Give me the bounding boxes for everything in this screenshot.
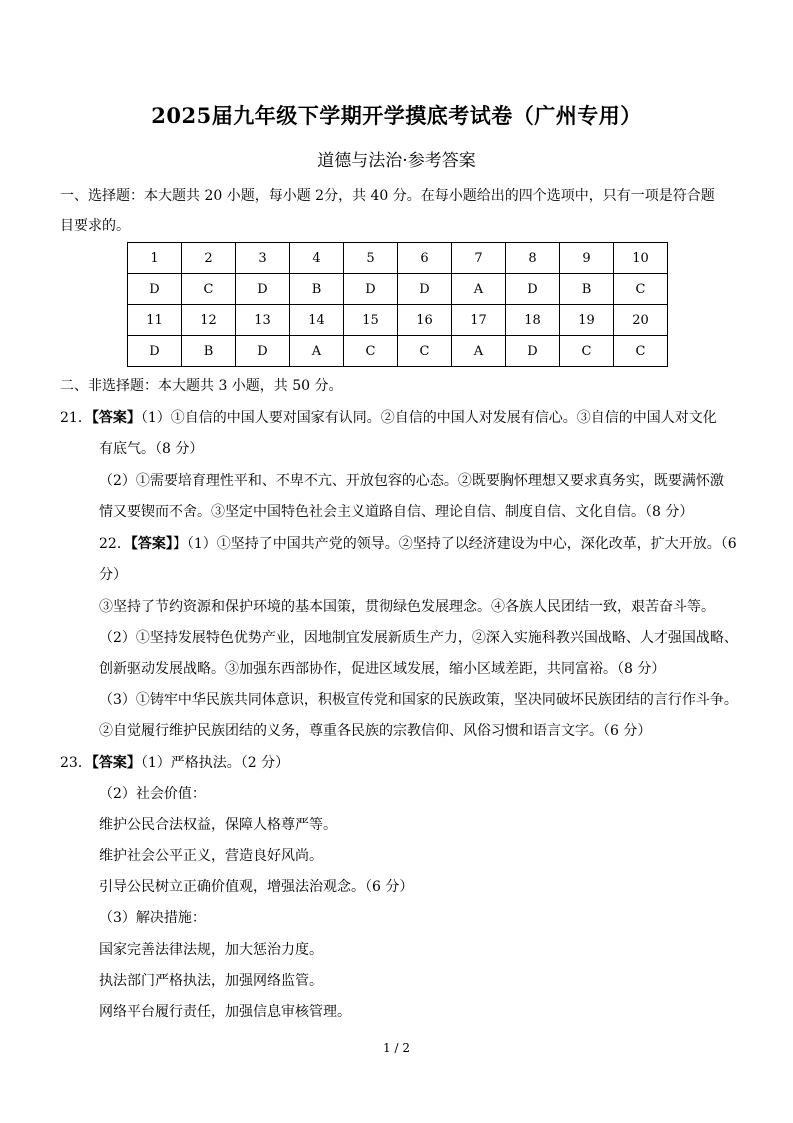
table-cell: 4 xyxy=(290,243,344,274)
table-cell: D xyxy=(344,274,398,305)
table-cell: D xyxy=(236,274,290,305)
table-cell: A xyxy=(452,336,506,367)
q23-line4: 维护社会公平正义，营造良好风尚。 xyxy=(99,848,323,864)
answer-text: （1）①自信的中国人要对国家有认同。②自信的中国人对发展有信心。③自信的中国人对文化 xyxy=(140,410,717,426)
q22-line1 xyxy=(99,534,737,554)
table-cell: D xyxy=(398,274,452,305)
q21-line4: 情又要锲而不舍。③坚定中国特色社会主义道路自信、理论自信、制度自信、文化自信。（8 分） xyxy=(99,504,694,520)
table-cell: 20 xyxy=(614,305,668,336)
q23-line9: 网络平台履行责任，加强信息审核管理。 xyxy=(99,1004,351,1020)
question-number: 23． xyxy=(60,755,92,771)
table-cell: B xyxy=(560,274,614,305)
table-cell: A xyxy=(290,336,344,367)
table-cell: 17 xyxy=(452,305,506,336)
table-cell: 6 xyxy=(398,243,452,274)
q23-line2: （2）社会价值： xyxy=(99,786,206,802)
table-cell: D xyxy=(236,336,290,367)
page-title: 2025届九年级下学期开学摸底考试卷（广州专用） xyxy=(151,103,642,128)
section1-intro: 一、选择题：本大题共 20 小题，每小题 2分，共 40 分。在每小题给出的四个选项中，只有一项是符合题 xyxy=(60,188,715,204)
table-cell: 14 xyxy=(290,305,344,336)
q22-line2: 分） xyxy=(99,567,127,583)
page-number: 1 / 2 xyxy=(383,1041,410,1055)
answer-tag: 【答案】 xyxy=(91,755,141,771)
table-cell: 9 xyxy=(560,243,614,274)
q22-line7: ②自觉履行维护民族团结的义务，尊重各民族的宗教信仰、风俗习惯和语言文字。（6 分） xyxy=(99,723,652,739)
table-cell: 5 xyxy=(344,243,398,274)
table-cell: C xyxy=(614,336,668,367)
table-cell: C xyxy=(182,274,236,305)
section1-intro-cont: 目要求的。 xyxy=(60,218,130,234)
table-cell: 1 xyxy=(128,243,182,274)
table-cell: B xyxy=(290,274,344,305)
table-cell: 12 xyxy=(182,305,236,336)
table-cell: D xyxy=(128,274,182,305)
q21-line3: （2）①需要培育理性平和、不卑不亢、开放包容的心态。②既要胸怀理想又要求真务实，既要满怀激 xyxy=(99,473,724,489)
answer-text: 】（1）①坚持了中国共产党的领导。②坚持了以经济建设为中心，深化改革，扩大开放。（6 xyxy=(172,536,737,552)
section2-heading: 二、非选择题：本大题共 3 小题，共 50 分。 xyxy=(60,378,343,394)
table-cell: D xyxy=(506,274,560,305)
table-cell: 8 xyxy=(506,243,560,274)
q21-line2: 有底气。（8 分） xyxy=(99,441,204,457)
table-cell: C xyxy=(614,274,668,305)
table-cell: C xyxy=(398,336,452,367)
q21-line1 xyxy=(60,408,717,428)
q23-line7: 国家完善法律法规，加大惩治力度。 xyxy=(99,942,323,958)
table-row xyxy=(128,274,668,305)
table-cell: B xyxy=(182,336,236,367)
q22-line3: ③坚持了节约资源和保护环境的基本国策，贯彻绿色发展理念。④各族人民团结一致，艰苦奋斗等。 xyxy=(99,599,715,615)
answer-table xyxy=(127,242,668,367)
answer-text: （1）严格执法。（2 分） xyxy=(140,755,290,771)
table-cell: 19 xyxy=(560,305,614,336)
q22-line5: 创新驱动发展战略。③加强东西部协作，促进区域发展，缩小区域差距，共同富裕。（8 分） xyxy=(99,661,666,677)
q23-line1 xyxy=(60,753,289,773)
table-cell: 13 xyxy=(236,305,290,336)
page-subtitle: 道德与法治·参考答案 xyxy=(317,151,476,171)
table-cell: 2 xyxy=(182,243,236,274)
table-cell: 16 xyxy=(398,305,452,336)
q23-line8: 执法部门严格执法，加强网络监管。 xyxy=(99,973,323,989)
answer-tag: 【答案】 xyxy=(91,410,141,426)
question-number: 21． xyxy=(60,410,92,426)
table-cell: 11 xyxy=(128,305,182,336)
table-cell: 3 xyxy=(236,243,290,274)
q23-line3: 维护公民合法权益，保障人格尊严等。 xyxy=(99,817,337,833)
table-row xyxy=(128,336,668,367)
table-cell: 15 xyxy=(344,305,398,336)
question-number: 22． xyxy=(99,536,131,552)
table-cell: 18 xyxy=(506,305,560,336)
table-row xyxy=(128,305,668,336)
q22-line4: （2）①坚持发展特色优势产业，因地制宜发展新质生产力，②深入实施科教兴国战略、人才强国战略、 xyxy=(99,630,738,646)
table-cell: C xyxy=(560,336,614,367)
table-cell: D xyxy=(506,336,560,367)
table-cell: 7 xyxy=(452,243,506,274)
table-cell: A xyxy=(452,274,506,305)
q23-line6: （3）解决措施： xyxy=(99,910,206,926)
table-cell: D xyxy=(128,336,182,367)
table-cell: 10 xyxy=(614,243,668,274)
answer-tag: 【答案】 xyxy=(130,536,173,552)
q23-line5: 引导公民树立正确价值观，增强法治观念。（6 分） xyxy=(99,879,414,895)
q22-line6: （3）①铸牢中华民族共同体意识，积极宣传党和国家的民族政策，坚决同破坏民族团结的言行作斗争。 xyxy=(99,692,738,708)
table-cell: C xyxy=(344,336,398,367)
table-row xyxy=(128,243,668,274)
